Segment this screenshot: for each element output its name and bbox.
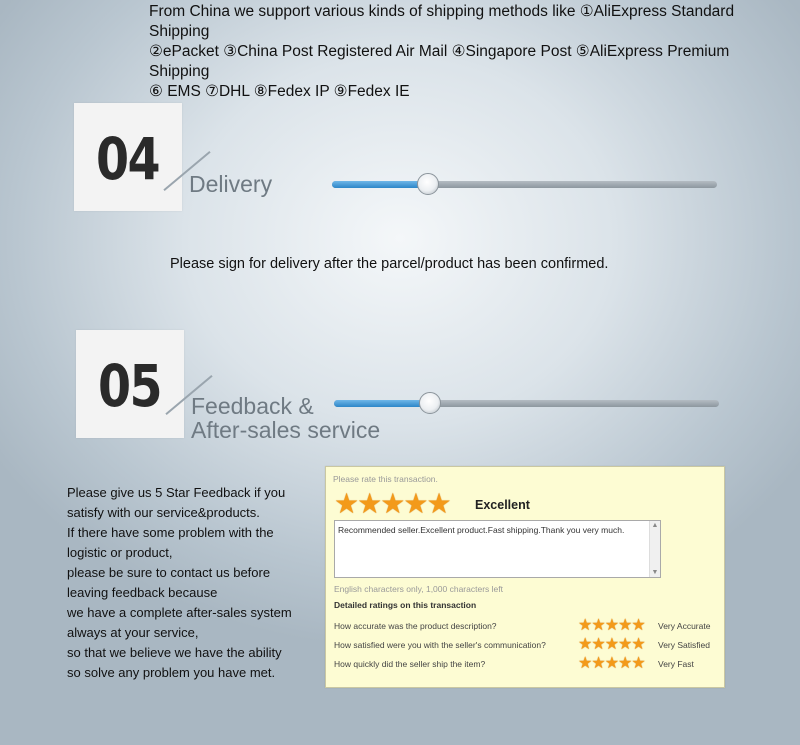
star-icon[interactable]: ★	[631, 617, 646, 634]
rating-answer: Very Accurate	[658, 621, 711, 631]
rating-answer: Very Satisfied	[658, 640, 710, 650]
star-icon[interactable]: ★	[403, 488, 429, 519]
feedback-line: logistic or product,	[67, 545, 173, 560]
star-icon[interactable]: ★	[578, 655, 593, 672]
step-title-line: After-sales service	[191, 417, 381, 443]
step-04-number-box	[74, 103, 182, 211]
detailed-ratings-title: Detailed ratings on this transaction	[334, 600, 477, 610]
detail-rating-row	[334, 638, 719, 654]
feedback-line: leaving feedback because	[67, 585, 218, 600]
step-04-progress-slider[interactable]	[332, 181, 717, 188]
rating-prompt: Please rate this transaction.	[333, 474, 438, 484]
overall-star-rating[interactable]	[334, 490, 450, 518]
slider-knob[interactable]	[419, 392, 441, 414]
step-05-progress-slider[interactable]	[334, 400, 719, 407]
intro-line: ②ePacket ③China Post Registered Air Mail ④Singapore Post ⑤AliExpress Premium Shipping	[149, 43, 730, 80]
star-icon[interactable]: ★	[591, 655, 606, 672]
intro-line: ⑥ EMS ⑦DHL ⑧Fedex IP ⑨Fedex IE	[149, 83, 410, 100]
comment-text: Recommended seller.Excellent product.Fast shipping.Thank you very much.	[338, 525, 625, 535]
feedback-line: we have a complete after-sales system	[67, 605, 292, 620]
step-05-number-box	[76, 330, 184, 438]
star-icon[interactable]: ★	[357, 488, 383, 519]
feedback-line: Please give us 5 Star Feedback if you	[67, 485, 286, 500]
star-icon[interactable]: ★	[631, 655, 646, 672]
detail-rating-row	[334, 619, 719, 635]
star-icon[interactable]: ★	[578, 636, 593, 653]
detail-star-rating[interactable]	[578, 656, 645, 672]
detail-star-rating[interactable]	[578, 618, 645, 634]
scroll-up-arrow-icon[interactable]: ▲	[651, 522, 659, 529]
feedback-line: always at your service,	[67, 625, 199, 640]
rating-answer: Very Fast	[658, 659, 694, 669]
overall-rating-label: Excellent	[475, 498, 530, 512]
star-icon[interactable]: ★	[426, 488, 452, 519]
star-icon[interactable]: ★	[618, 617, 633, 634]
intro-line: From China we support various kinds of shipping methods like ①AliExpress Standard Shipping	[149, 3, 735, 40]
feedback-line: so solve any problem you have met.	[67, 665, 276, 680]
step-04-description: Please sign for delivery after the parcel/product has been confirmed.	[170, 256, 609, 272]
star-icon[interactable]: ★	[631, 636, 646, 653]
rating-question: How satisfied were you with the seller's communication?	[334, 640, 546, 650]
feedback-line: satisfy with our service&products.	[67, 505, 260, 520]
star-icon[interactable]: ★	[618, 636, 633, 653]
character-counter: English characters only, 1,000 characters left	[334, 584, 503, 594]
shipping-methods-intro	[149, 2, 789, 102]
slider-fill	[334, 400, 430, 407]
rating-question: How accurate was the product description?	[334, 621, 497, 631]
star-icon[interactable]: ★	[380, 488, 406, 519]
feedback-request-text	[67, 483, 307, 683]
slider-knob[interactable]	[417, 173, 439, 195]
step-number: 05	[98, 352, 161, 420]
star-icon[interactable]: ★	[604, 655, 620, 672]
scroll-down-arrow-icon[interactable]: ▼	[651, 569, 659, 576]
star-icon[interactable]: ★	[591, 636, 606, 653]
step-title-line: Delivery	[189, 171, 273, 197]
feedback-line: please be sure to contact us before	[67, 565, 271, 580]
feedback-line: If there have some problem with the	[67, 525, 274, 540]
step-title-line: Feedback &	[191, 393, 314, 419]
step-number: 04	[96, 125, 159, 193]
rating-question: How quickly did the seller ship the item?	[334, 659, 486, 669]
star-icon[interactable]: ★	[578, 617, 593, 634]
textarea-scrollbar[interactable]	[649, 521, 660, 577]
detail-star-rating[interactable]	[578, 637, 645, 653]
star-icon[interactable]: ★	[604, 636, 620, 653]
star-icon[interactable]: ★	[591, 617, 606, 634]
feedback-line: so that we believe we have the ability	[67, 645, 282, 660]
detail-rating-row	[334, 657, 719, 673]
star-icon[interactable]: ★	[618, 655, 633, 672]
step-04-title	[189, 172, 272, 196]
slider-fill	[332, 181, 428, 188]
star-icon[interactable]: ★	[604, 617, 620, 634]
star-icon[interactable]: ★	[334, 488, 360, 519]
feedback-comment-textarea[interactable]	[334, 520, 661, 578]
transaction-rating-card	[325, 466, 725, 688]
